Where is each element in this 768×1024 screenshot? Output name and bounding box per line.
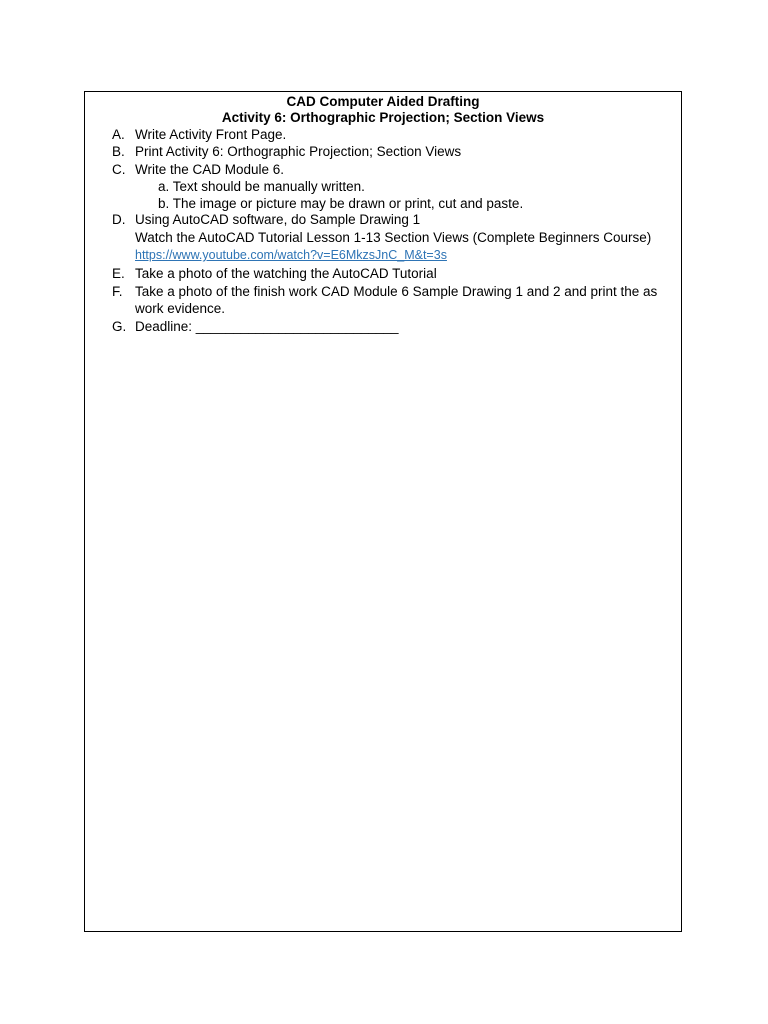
- sub-item-text: b. The image or picture may be drawn or print, cut and paste.: [158, 196, 524, 211]
- item-text: Take a photo of the finish work CAD Module 6 Sample Drawing 1 and 2 and print the as: [135, 284, 658, 299]
- item-text: Using AutoCAD software, do Sample Drawing 1: [135, 212, 421, 227]
- item-letter: D.: [112, 212, 126, 227]
- item-letter: B.: [112, 144, 125, 159]
- item-text: Write the CAD Module 6.: [135, 162, 285, 177]
- item-text-line2: work evidence.: [135, 301, 226, 316]
- document-title: CAD Computer Aided Drafting: [286, 94, 480, 109]
- item-letter: G.: [112, 319, 127, 334]
- item-letter: F.: [112, 284, 123, 299]
- activity-document: [84, 91, 682, 932]
- tutorial-link[interactable]: https://www.youtube.com/watch?v=E6MkzsJnC_M&t=3s: [135, 248, 447, 262]
- sub-item-text: a. Text should be manually written.: [158, 179, 365, 194]
- item-text: Write Activity Front Page.: [135, 127, 287, 142]
- item-letter: E.: [112, 266, 125, 281]
- deadline-text: Deadline: ___________________________: [135, 319, 399, 334]
- item-letter: A.: [112, 127, 125, 142]
- item-text: Take a photo of the watching the AutoCAD Tutorial: [135, 266, 437, 281]
- item-letter: C.: [112, 162, 126, 177]
- document-subtitle: Activity 6: Orthographic Projection; Section Views: [221, 110, 545, 125]
- item-text-line2: Watch the AutoCAD Tutorial Lesson 1-13 Section Views (Complete Beginners Course): [135, 230, 652, 245]
- item-text: Print Activity 6: Orthographic Projection; Section Views: [135, 144, 462, 159]
